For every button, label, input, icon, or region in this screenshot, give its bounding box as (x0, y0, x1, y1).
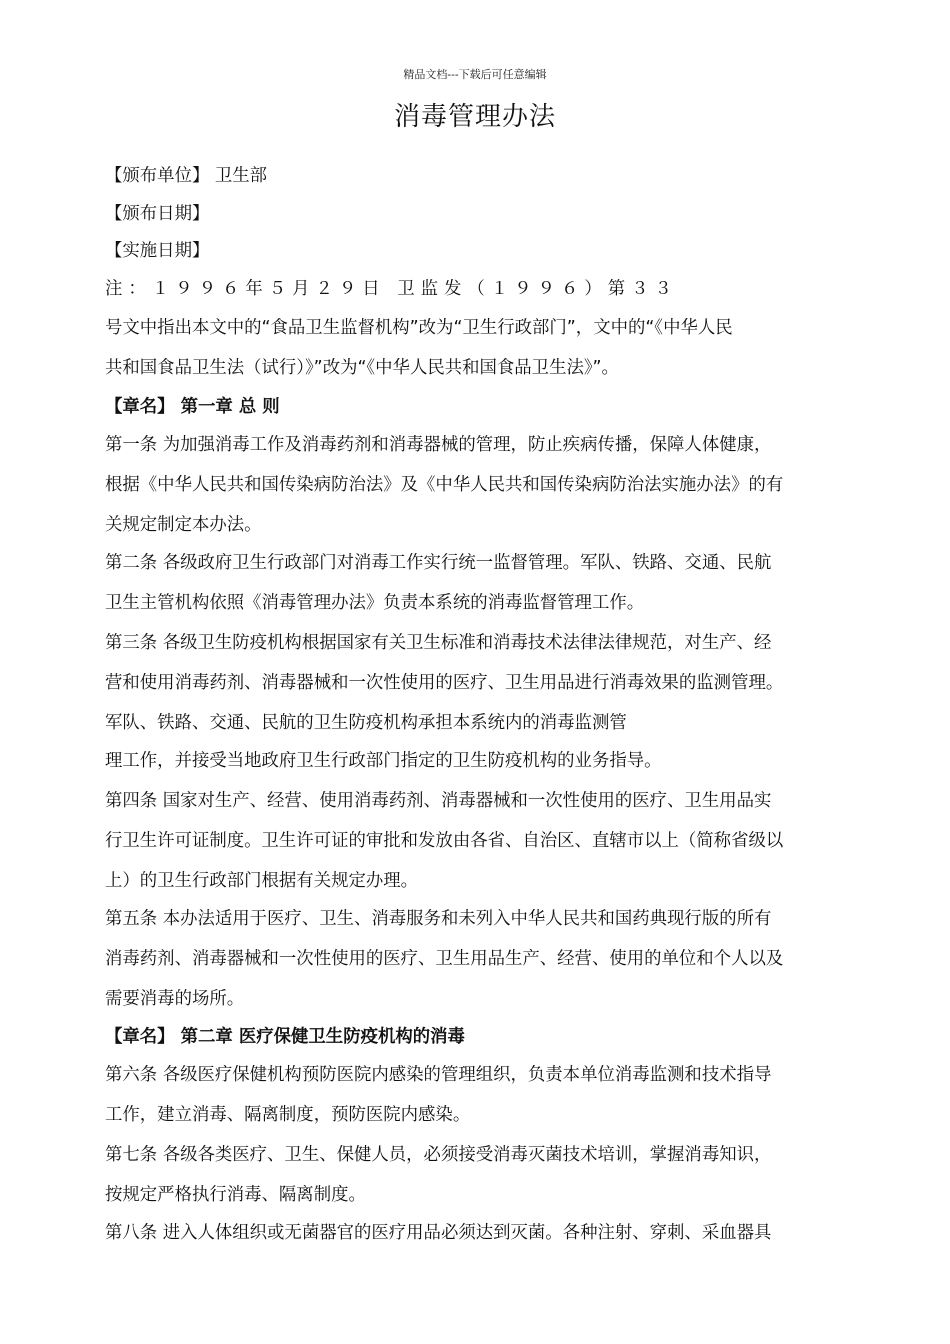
note-line: 注：１９９６年５月２９日 卫监发（１９９６）第３３ (105, 279, 678, 299)
paragraph-line: 需要消毒的场所。 (105, 989, 245, 1009)
paragraph-line: 第三条 各级卫生防疫机构根据国家有关卫生标准和消毒技术法律法律规范，对生产、经 (105, 633, 772, 653)
paragraph-line: 营和使用消毒药剂、消毒器械和一次性使用的医疗、卫生用品进行消毒效果的监测管理。 (105, 673, 784, 693)
effective-date-line: 【实施日期】 (105, 241, 210, 261)
paragraph-line: 上）的卫生行政部门根据有关规定办理。 (105, 871, 419, 891)
paragraph-line: 军队、铁路、交通、民航的卫生防疫机构承担本系统内的消毒监测管 (105, 713, 627, 733)
paragraph-line: 第四条 国家对生产、经营、使用消毒药剂、消毒器械和一次性使用的医疗、卫生用品实 (105, 791, 772, 811)
paragraph-line: 按规定严格执行消毒、隔离制度。 (105, 1185, 366, 1205)
paragraph-line: 根据《中华人民共和国传染病防治法》及《中华人民共和国传染病防治法实施办法》的有 (105, 475, 784, 495)
paragraph-line: 第一条 为加强消毒工作及消毒药剂和消毒器械的管理，防止疾病传播，保障人体健康， (105, 435, 772, 455)
paragraph-line: 卫生主管机构依照《消毒管理办法》负责本系统的消毒监督管理工作。 (105, 593, 645, 613)
paragraph-line: 第七条 各级各类医疗、卫生、保健人员，必须接受消毒灭菌技术培训，掌握消毒知识， (105, 1145, 772, 1165)
paragraph-line: 关规定制定本办法。 (105, 515, 262, 535)
issue-date-line: 【颁布日期】 (105, 204, 210, 224)
paragraph-line: 行卫生许可证制度。卫生许可证的审批和发放由各省、自治区、直辖市以上（简称省级以 (105, 831, 784, 851)
page-title: 消毒管理办法 (393, 102, 556, 132)
paragraph-line: 第二条 各级政府卫生行政部门对消毒工作实行统一监督管理。军队、铁路、交通、民航 (105, 553, 772, 573)
paragraph-line: 工作，建立消毒、隔离制度，预防医院内感染。 (105, 1105, 471, 1125)
paragraph-line: 共和国食品卫生法（试行）》”改为“《中华人民共和国食品卫生法》”。 (105, 358, 619, 378)
chapter-heading: 【章名】 第一章 总 则 (105, 397, 280, 417)
issuer-line: 【颁布单位】 卫生部 (105, 166, 268, 186)
paragraph-line: 消毒药剂、消毒器械和一次性使用的医疗、卫生用品生产、经营、使用的单位和个人以及 (105, 949, 784, 969)
paragraph-line: 号文中指出本文中的“食品卫生监督机构”改为“卫生行政部门”，文中的“《中华人民 (105, 318, 733, 338)
paragraph-line: 第八条 进入人体组织或无菌器官的医疗用品必须达到灭菌。各种注射、穿刺、采血器具 (105, 1223, 772, 1243)
chapter-heading: 【章名】 第二章 医疗保健卫生防疫机构的消毒 (105, 1027, 465, 1047)
paragraph-line: 理工作，并接受当地政府卫生行政部门指定的卫生防疫机构的业务指导。 (105, 751, 662, 771)
header-note: 精品文档---下载后可任意编辑 (403, 68, 547, 81)
paragraph-line: 第五条 本办法适用于医疗、卫生、消毒服务和未列入中华人民共和国药典现行版的所有 (105, 909, 772, 929)
paragraph-line: 第六条 各级医疗保健机构预防医院内感染的管理组织，负责本单位消毒监测和技术指导 (105, 1065, 772, 1085)
